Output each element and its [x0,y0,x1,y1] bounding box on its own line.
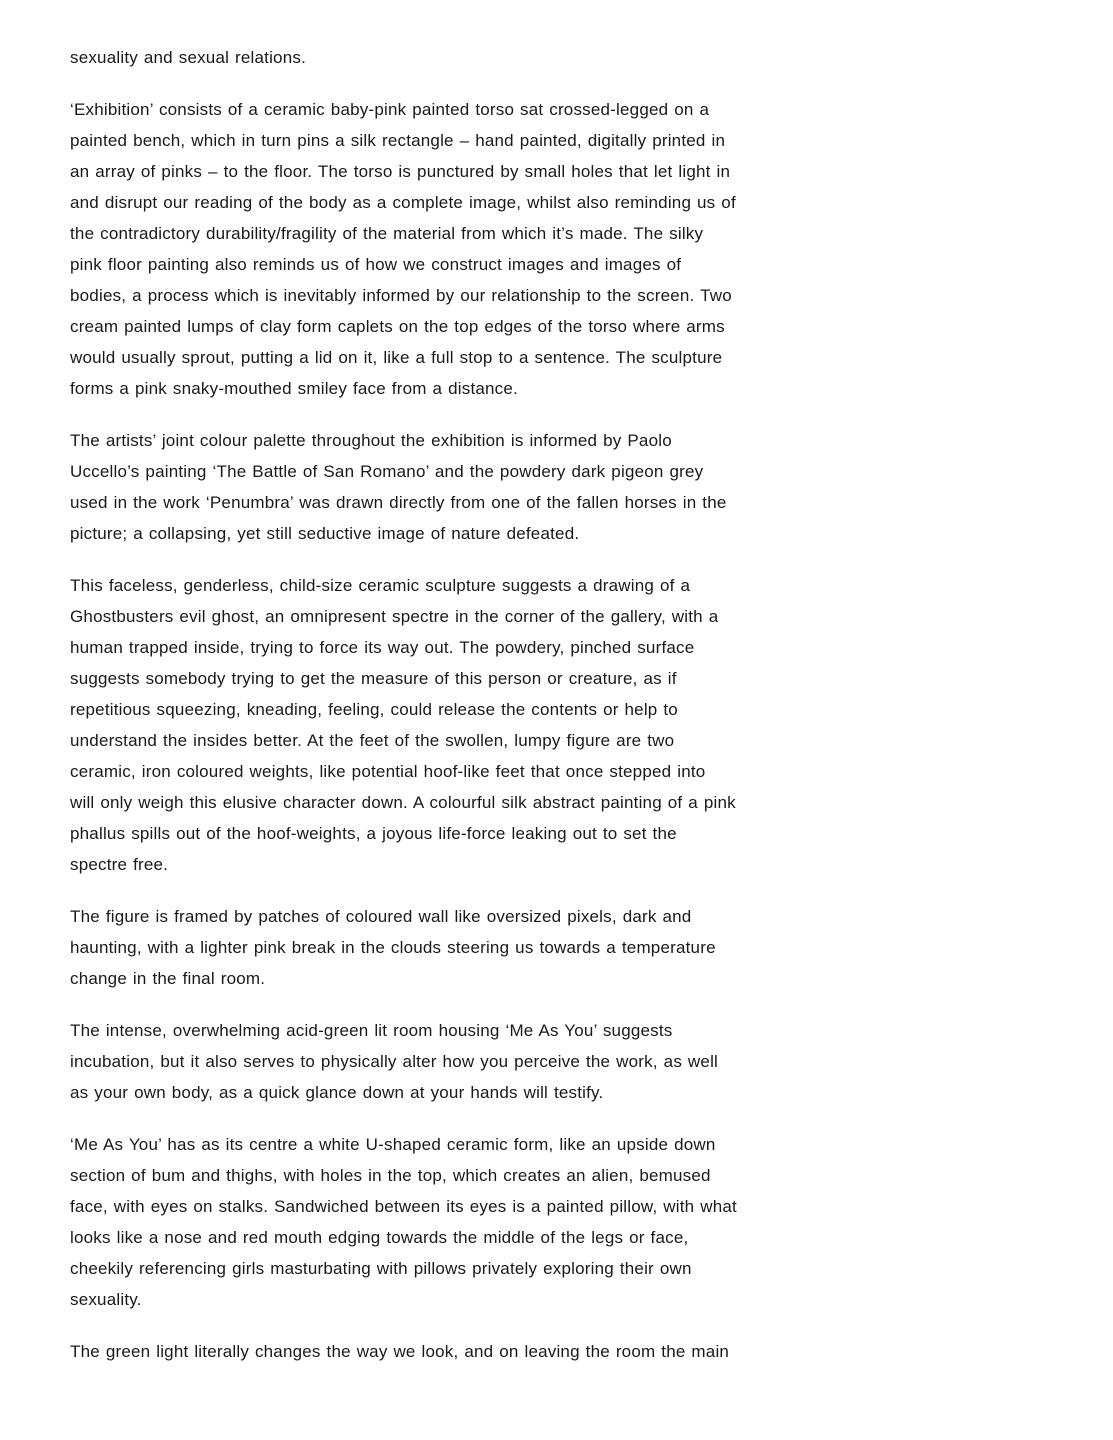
text-line: The figure is framed by patches of coloured wall like oversized pixels, dark and [70,907,692,926]
text-line: incubation, but it also serves to physically alter how you perceive the work, as well [70,1052,719,1071]
text-line: haunting, with a lighter pink break in the clouds steering us towards a temperature [70,938,716,957]
paragraph [70,94,1043,404]
paragraph [70,1015,1043,1108]
text-line: will only weigh this elusive character down. A colourful silk abstract painting of a pink [70,793,736,812]
text-line: ceramic, iron coloured weights, like potential hoof-like feet that once stepped into [70,762,706,781]
paragraph [70,1129,1043,1315]
text-line: picture; a collapsing, yet still seductive image of nature defeated. [70,524,580,543]
text-line: Uccello’s painting ‘The Battle of San Romano’ and the powdery dark pigeon grey [70,462,704,481]
text-line: sexuality. [70,1290,142,1309]
text-line: suggests somebody trying to get the measure of this person or creature, as if [70,669,677,688]
text-line: human trapped inside, trying to force its way out. The powdery, pinched surface [70,638,695,657]
text-line: and disrupt our reading of the body as a complete image, whilst also reminding us of [70,193,736,212]
text-line: bodies, a process which is inevitably informed by our relationship to the screen. Two [70,286,732,305]
paragraph [70,570,1043,880]
text-line: pink floor painting also reminds us of how we construct images and images of [70,255,682,274]
text-line: change in the final room. [70,969,266,988]
text-line: section of bum and thighs, with holes in the top, which creates an alien, bemused [70,1166,711,1185]
text-line: forms a pink snaky-mouthed smiley face from a distance. [70,379,518,398]
text-line: the contradictory durability/fragility of the material from which it’s made. The silky [70,224,704,243]
text-line: phallus spills out of the hoof-weights, a joyous life-force leaking out to set the [70,824,677,843]
text-line: face, with eyes on stalks. Sandwiched between its eyes is a painted pillow, with what [70,1197,737,1216]
document-body [70,42,1043,1367]
text-line: painted bench, which in turn pins a silk rectangle – hand painted, digitally printed in [70,131,726,150]
text-line: ‘Exhibition’ consists of a ceramic baby-pink painted torso sat crossed-legged on a [70,100,710,119]
text-line: ‘Me As You’ has as its centre a white U-shaped ceramic form, like an upside down [70,1135,716,1154]
text-line: an array of pinks – to the floor. The torso is punctured by small holes that let light in [70,162,731,181]
text-line: cream painted lumps of clay form caplets on the top edges of the torso where arms [70,317,725,336]
text-line: spectre free. [70,855,169,874]
text-line: sexuality and sexual relations. [70,48,306,67]
text-line: would usually sprout, putting a lid on it, like a full stop to a sentence. The sculpture [70,348,723,367]
text-line: cheekily referencing girls masturbating with pillows privately exploring their own [70,1259,692,1278]
paragraph [70,1336,1043,1367]
text-line: as your own body, as a quick glance down at your hands will testify. [70,1083,604,1102]
paragraph [70,901,1043,994]
paragraph [70,42,1043,73]
text-line: Ghostbusters evil ghost, an omnipresent spectre in the corner of the gallery, with a [70,607,719,626]
text-line: The intense, overwhelming acid-green lit room housing ‘Me As You’ suggests [70,1021,673,1040]
text-line: understand the insides better. At the feet of the swollen, lumpy figure are two [70,731,675,750]
text-line: looks like a nose and red mouth edging towards the middle of the legs or face, [70,1228,689,1247]
text-line: The green light literally changes the way we look, and on leaving the room the main [70,1342,730,1361]
text-line: This faceless, genderless, child-size ceramic sculpture suggests a drawing of a [70,576,691,595]
text-line: repetitious squeezing, kneading, feeling, could release the contents or help to [70,700,678,719]
text-line: used in the work ‘Penumbra’ was drawn directly from one of the fallen horses in the [70,493,727,512]
paragraph [70,425,1043,549]
text-line: The artists’ joint colour palette throughout the exhibition is informed by Paolo [70,431,672,450]
